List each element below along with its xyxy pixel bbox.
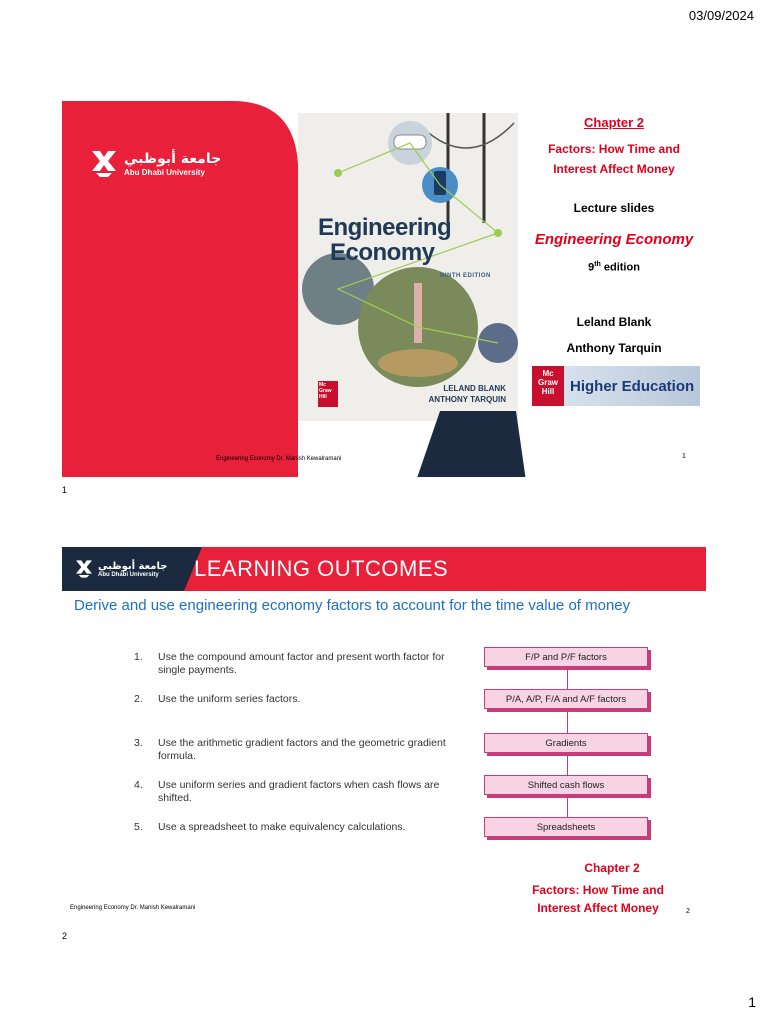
author-1: Leland Blank	[576, 315, 652, 329]
flow-connector	[567, 709, 568, 733]
slide-2-subtitle: Derive and use engineering economy factors to account for the time value of money	[74, 597, 631, 614]
lecture-label: Lecture slides	[573, 201, 655, 215]
book-cover	[298, 113, 518, 421]
outcome-text: Use the compound amount factor and present worth factor for single payments.	[158, 651, 445, 676]
adu-logo-icon	[74, 559, 94, 579]
logo-english: Abu Dhabi University	[98, 571, 159, 578]
slide-2-number: 2	[686, 908, 690, 915]
outcome-number: 4.	[134, 779, 143, 791]
page-date: 03/09/2024	[688, 8, 754, 23]
flow-box-uniform-series: P/A, A/P, F/A and A/F factors	[484, 689, 648, 709]
chapter-title-line2: Interest Affect Money	[553, 162, 675, 176]
slide-2	[62, 547, 706, 923]
outcome-text: Use uniform series and gradient factors when cash flows are shifted.	[158, 779, 440, 804]
outcome-number: 5.	[134, 821, 143, 833]
slide-2-chapter-title	[508, 881, 688, 917]
cover-artwork	[298, 113, 518, 421]
factor-flowchart	[484, 647, 652, 843]
outcome-text: Use a spreadsheet to make equivalency calculations.	[158, 821, 406, 833]
slide-2-title: LEARNING OUTCOMES	[194, 556, 449, 581]
flow-box-fp-pf: F/P and P/F factors	[484, 647, 648, 667]
chapter-title-line1: Factors: How Time and	[532, 883, 664, 897]
flow-box-shifted: Shifted cash flows	[484, 775, 648, 795]
mcgraw-hill-logo: Mc Graw Hill	[532, 366, 564, 406]
outcome-number: 2.	[134, 693, 143, 705]
cover-author-1: LELAND BLANK	[443, 384, 506, 393]
edition-suffix: th	[594, 261, 601, 268]
flow-box-gradients: Gradients	[484, 733, 648, 753]
header-university-logo	[74, 559, 167, 579]
cover-edition: NINTH EDITION	[440, 273, 491, 279]
cover-title-line2: Economy	[330, 239, 435, 266]
chapter-title-line1: Factors: How Time and	[548, 142, 680, 156]
flow-connector	[567, 753, 568, 775]
logo-english: Abu Dhabi University	[124, 168, 205, 177]
slide-2-label: 2	[62, 931, 68, 941]
page-number: 1	[748, 994, 756, 1010]
slide-1	[62, 101, 706, 477]
chapter-label: Chapter 2	[584, 115, 644, 130]
outcome-number: 3.	[134, 737, 143, 749]
mcgraw-hill-banner	[532, 366, 700, 406]
slide-2-chapter-label: Chapter 2	[584, 861, 640, 875]
chapter-title-line2: Interest Affect Money	[537, 901, 659, 915]
slide-1-footer: Engineering Economy Dr. Manish Kewalramani	[216, 456, 342, 462]
university-logo	[90, 149, 221, 179]
flow-box-spreadsheets: Spreadsheets	[484, 817, 648, 837]
decorative-triangle	[416, 411, 526, 477]
adu-logo-icon	[90, 149, 118, 179]
outcome-text: Use the arithmetic gradient factors and the geometric gradient formula.	[158, 737, 446, 762]
edition-number: 9	[588, 261, 595, 274]
slide-2-footer: Engineering Economy Dr. Manish Kewalramani	[70, 905, 196, 911]
author-2: Anthony Tarquin	[566, 341, 662, 355]
edition-word: edition	[600, 261, 640, 274]
cover-authors	[429, 383, 506, 405]
outcome-number: 1.	[134, 651, 143, 663]
cover-publisher-logo: Mc Graw Hill	[318, 381, 338, 407]
flow-connector	[567, 795, 568, 817]
outcome-text: Use the uniform series factors.	[158, 693, 301, 705]
chapter-title	[528, 139, 700, 179]
flow-connector	[567, 667, 568, 689]
slide-1-number: 1	[682, 453, 686, 460]
higher-education-text: Higher Education	[570, 377, 695, 395]
logo-arabic: جامعة أبوظبي	[98, 560, 168, 572]
edition-label	[528, 261, 700, 274]
book-title: Engineering Economy	[534, 231, 694, 248]
cover-title	[318, 215, 451, 265]
slide-1-label: 1	[62, 485, 68, 495]
cover-title-line1: Engineering	[318, 214, 452, 241]
logo-arabic: جامعة أبوظبي	[124, 151, 222, 167]
cover-author-2: ANTHONY TARQUIN	[428, 395, 506, 404]
